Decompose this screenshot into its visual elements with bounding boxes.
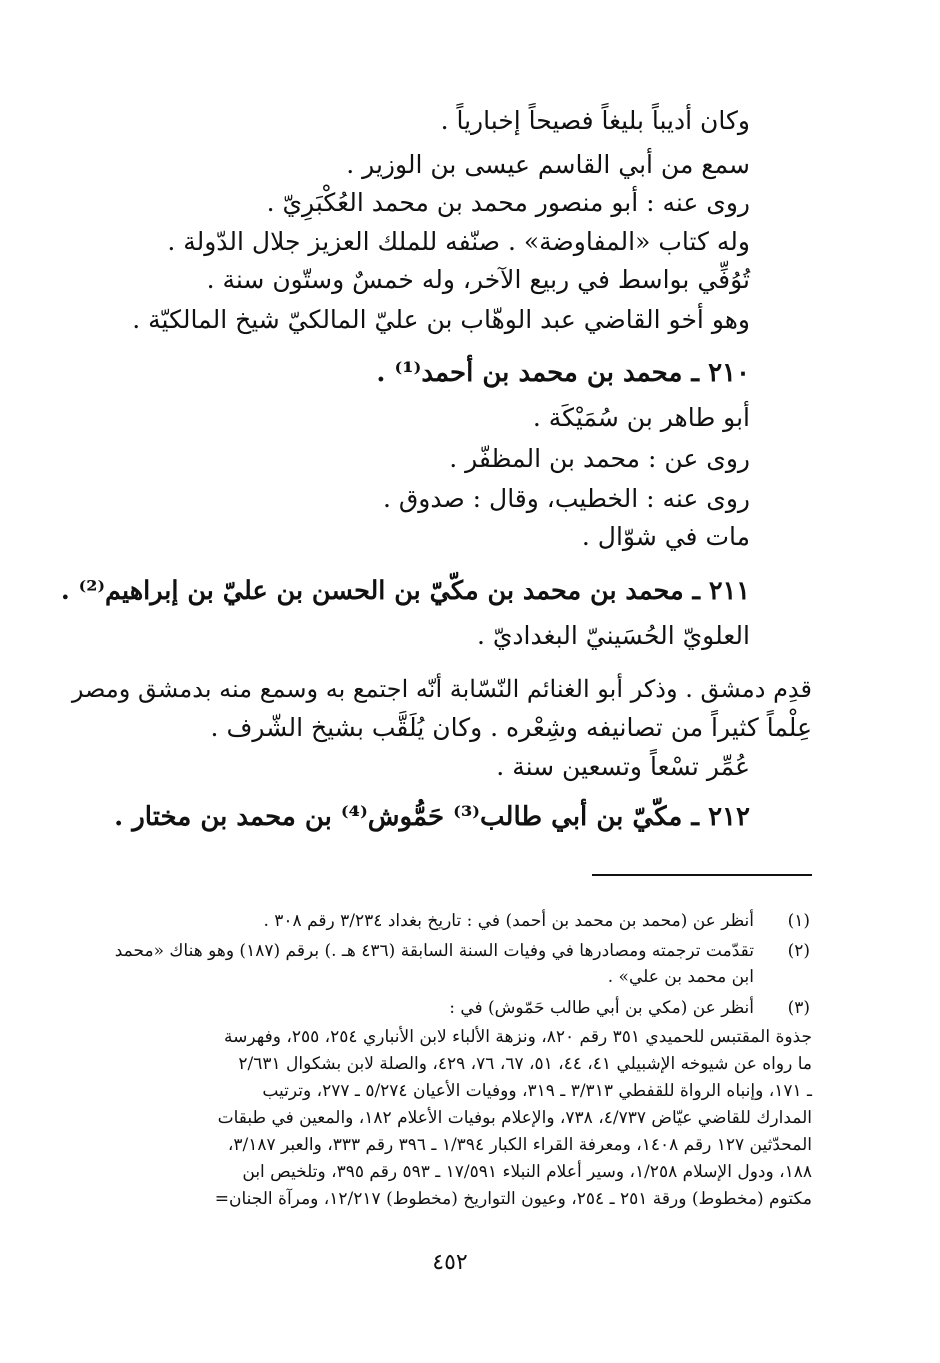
footnote-text: تقدّمت ترجمته ومصادرها في وفيات السنة السابقة (٤٣٦ هـ .) برقم (١٨٧) وهو هناك «محمد [114, 941, 754, 961]
footnote-text: ١٨٨، ودول الإسلام ١/٢٥٨، وسير أعلام النبلاء ١٧/٥٩١ ـ ٥٩٣ رقم ٣٩٥، وتلخيص ابن [242, 1162, 812, 1182]
footnote-number: (١) [787, 911, 810, 931]
footnote-text: مكتوم (مخطوط) ورقة ٢٥١ ـ ٢٥٤، وعيون التواريخ (مخطوط) ١٢/٢١٧، ومرآة الجنان= [214, 1189, 812, 1209]
entry-heading-211: ٢١١ ـ محمد بن محمد بن مكّيّ بن الحسن بن عليّ بن إبراهيم⁽²⁾ . [60, 576, 750, 606]
body-line: وله كتاب «المفاوضة» . صنّفه للملك العزيز جلال الدّولة . [167, 227, 750, 256]
entry-line: عِلْماً كثيراً من تصانيفه وشِعْره . وكان يُلَقَّب بشيخ الشّرف . [210, 713, 812, 742]
footnote-number: (٣) [787, 998, 810, 1018]
body-line: وكان أديباً بليغاً فصيحاً إخبارياً . [440, 106, 750, 135]
footnote-text: المدارك للقاضي عيّاض ٤/٧٣٧، ٧٣٨، والإعلام بوفيات الأعلام ١٨٢، والمعين في طبقات [217, 1108, 812, 1128]
footnote-separator [592, 874, 812, 876]
footnote-text: أنظر عن (محمد بن محمد بن أحمد) في : تاريخ بغداد ٣/٢٣٤ رقم ٣٠٨ . [263, 911, 754, 931]
footnote-text: المحدّثين ١٢٧ رقم ١٤٠٨، ومعرفة القراء الكبار ١/٣٩٤ ـ ٣٩٦ رقم ٣٣٣، والعبر ٣/١٨٧، [227, 1135, 812, 1155]
footnote-number: (٢) [787, 941, 810, 961]
body-line: روى عنه : أبو منصور محمد بن محمد العُكْبَرِيّ . [266, 188, 750, 217]
entry-line: روى عنه : الخطيب، وقال : صدوق . [383, 484, 750, 513]
body-line: تُوُفِّي بواسط في ربيع الآخر، وله خمسٌ وستّون سنة . [206, 265, 750, 294]
entry-line: قدِم دمشق . وذكر أبو الغنائم النّسّابة أنّه اجتمع به وسمع منه بدمشق ومصر [71, 675, 812, 703]
entry-line: أبو طاهر بن سُمَيْكَة . [532, 403, 750, 432]
footnote-text: ـ ١٧١، وإنباه الرواة للقفطي ٣/٣١٣ ـ ٣١٩، ووفيات الأعيان ٥/٢٧٤ ـ ٢٧٧، وترتيب [262, 1081, 812, 1101]
footnote-text: ما رواه عن شيوخه الإشبيلي ٤١، ٤٤، ٥١، ٦٧، ٧٦، ٤٢٩، والصلة لابن بشكوال ٢/٦٣١ [238, 1054, 812, 1074]
entry-line: عُمِّر تسْعاً وتسعين سنة . [496, 752, 750, 781]
body-line: سمع من أبي القاسم عيسى بن الوزير . [346, 150, 750, 179]
entry-line: العلويّ الحُسَينيّ البغداديّ . [476, 621, 750, 650]
entry-heading-210: ٢١٠ ـ محمد بن محمد بن أحمد⁽¹⁾ . [376, 358, 750, 388]
footnote-text: أنظر عن (مكي بن أبي طالب حَمّوش) في : [449, 998, 754, 1018]
entry-heading-212: ٢١٢ ـ مكّيّ بن أبي طالب⁽³⁾ حَمُّوش⁽⁴⁾ بن محمد بن مختار . [114, 802, 750, 832]
body-line: وهو أخو القاضي عبد الوهّاب بن عليّ المالكيّ شيخ المالكيّة . [132, 305, 750, 334]
entry-line: روى عن : محمد بن المظفّر . [449, 444, 750, 473]
entry-line: مات في شوّال . [581, 522, 750, 551]
footnote-text: ابن محمد بن علي» . [607, 967, 754, 987]
page-number: ٤٥٢ [432, 1250, 468, 1275]
footnote-text: جذوة المقتبس للحميدي ٣٥١ رقم ٨٢٠، ونزهة الألباء لابن الأنباري ٢٥٤، ٢٥٥، وفهرسة [224, 1027, 812, 1047]
